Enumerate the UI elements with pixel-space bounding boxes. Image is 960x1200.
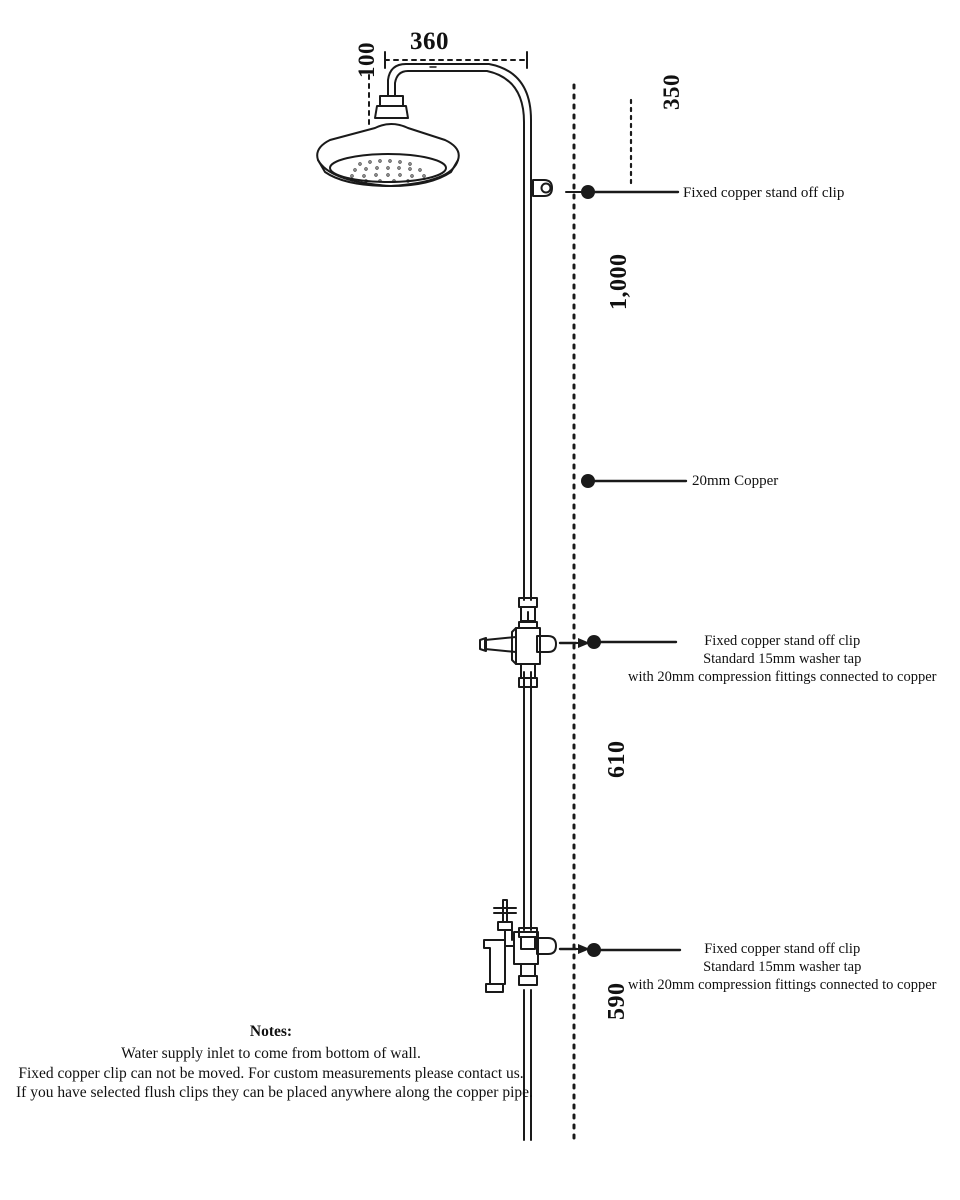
callout-lower-tap — [628, 940, 936, 994]
callout-upper-tap-line-2: Standard 15mm washer tap — [703, 651, 862, 668]
shower-head — [317, 96, 459, 186]
dimension-label-590: 590 — [604, 982, 630, 1020]
callout-upper-tap-line-1: Fixed copper stand off clip — [704, 633, 861, 649]
upper-tap-assembly — [480, 598, 556, 687]
callout-lower-tap-line-1: Fixed copper stand off clip — [704, 941, 861, 957]
lower-tap-assembly — [484, 900, 556, 992]
notes-title: Notes: — [249, 1023, 293, 1040]
callout-upper-tap-line-3: with 20mm compression fittings connected to copper — [628, 669, 937, 686]
leader-bullets — [581, 185, 601, 957]
callout-upper-tap — [628, 632, 936, 686]
dimension-label-350: 350 — [659, 74, 684, 110]
shower-arm-pipe — [388, 64, 531, 190]
notes-line-1: Water supply inlet to come from bottom of wall. — [121, 1045, 421, 1063]
dimension-label-1000: 1,000 — [606, 253, 632, 310]
top-stand-off-clip — [533, 180, 552, 196]
leader-arrowheads — [578, 638, 590, 954]
shower-head-perforations — [351, 160, 425, 182]
notes-line-2: Fixed copper clip can not be moved. For custom measurements please contact us. — [18, 1064, 524, 1082]
callout-lower-tap-line-2: Standard 15mm washer tap — [703, 959, 862, 976]
dimension-label-100: 100 — [354, 42, 379, 78]
callout-pipe-spec: 20mm Copper — [692, 473, 779, 489]
dimension-label-610: 610 — [604, 740, 630, 778]
pipe-highlights — [430, 67, 524, 136]
notes-line-3: If you have selected flush clips they can be placed anywhere along the copper pipe. — [16, 1084, 533, 1102]
notes-block — [16, 1022, 533, 1103]
callout-lower-tap-line-3: with 20mm compression fittings connected to copper — [628, 977, 937, 994]
callout-top-clip: Fixed copper stand off clip — [683, 185, 845, 201]
dimension-label-360: 360 — [410, 28, 449, 55]
